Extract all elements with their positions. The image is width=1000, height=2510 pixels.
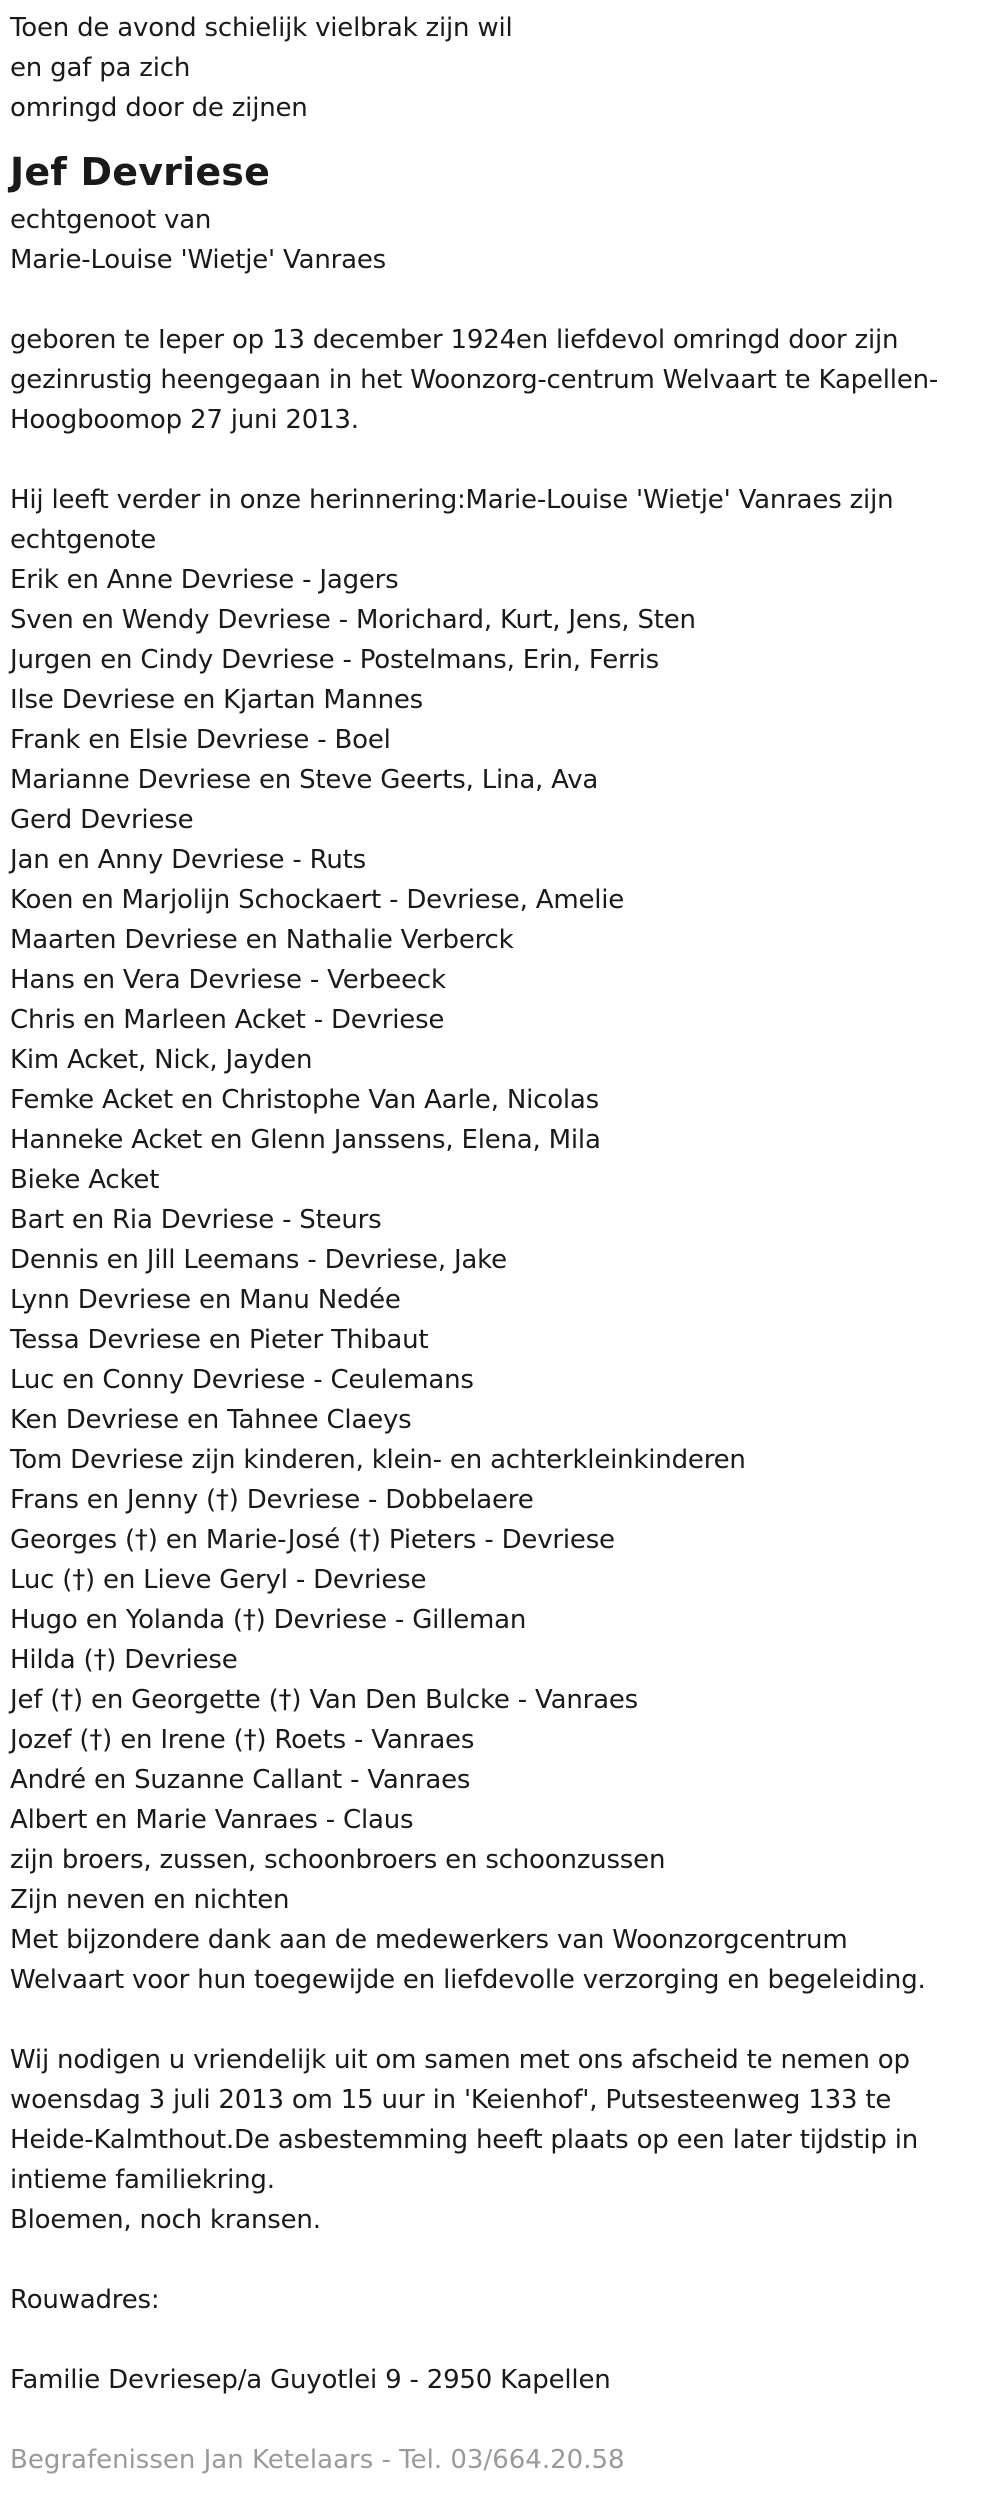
survivor-line: Tessa Devriese en Pieter Thibaut [10,1325,429,1355]
survivor-line: Jan en Anny Devriese - Ruts [10,845,366,875]
survivor-line: Bieke Acket [10,1165,160,1195]
survivor-line: Hij leeft verder in onze herinnering:Marie-Louise 'Wietje' Vanraes zijn [10,485,894,515]
survivor-line: Sven en Wendy Devriese - Morichard, Kurt, Jens, Sten [10,605,696,635]
survivor-line: Luc en Conny Devriese - Ceulemans [10,1365,474,1395]
intro-line: omringd door de zijnen [10,93,308,123]
survivor-line: Frans en Jenny (†) Devriese - Dobbelaere [10,1485,534,1515]
survivor-line: Chris en Marleen Acket - Devriese [10,1005,445,1035]
funeral-home-footer: Begrafenissen Jan Ketelaars - Tel. 03/664.20.58 [10,2445,625,2475]
survivor-line: Jurgen en Cindy Devriese - Postelmans, Erin, Ferris [10,645,659,675]
survivor-line: Frank en Elsie Devriese - Boel [10,725,391,755]
birth-death-line: gezinrustig heengegaan in het Woonzorg-centrum Welvaart te Kapellen- [10,365,939,395]
ceremony-line: woensdag 3 juli 2013 om 15 uur in 'Keienhof', Putsesteenweg 133 te [10,2085,892,2115]
survivor-line: Jozef (†) en Irene (†) Roets - Vanraes [10,1725,475,1755]
survivor-line: Welvaart voor hun toegewijde en liefdevolle verzorging en begeleiding. [10,1965,926,1995]
survivor-line: Kim Acket, Nick, Jayden [10,1045,313,1075]
survivor-line: Albert en Marie Vanraes - Claus [10,1805,414,1835]
survivor-line: Zijn neven en nichten [10,1885,290,1915]
survivor-line: Femke Acket en Christophe Van Aarle, Nicolas [10,1085,600,1115]
birth-death-line: Hoogboomop 27 juni 2013. [10,405,359,435]
survivor-line: Ken Devriese en Tahnee Claeys [10,1405,412,1435]
survivor-line: Gerd Devriese [10,805,194,835]
survivor-line: Luc (†) en Lieve Geryl - Devriese [10,1565,427,1595]
survivor-line: Hanneke Acket en Glenn Janssens, Elena, Mila [10,1125,601,1155]
survivor-line: Jef (†) en Georgette (†) Van Den Bulcke - Vanraes [10,1685,638,1715]
obituary-notice [10,8,995,2480]
deceased-name: Jef Devriese [10,150,271,194]
survivor-line: Hans en Vera Devriese - Verbeeck [10,965,446,995]
survivors-list [10,480,995,2000]
intro-line: en gaf pa zich [10,53,191,83]
ceremony-line: intieme familiekring. [10,2165,275,2195]
mourning-address [10,2280,995,2400]
birth-death-line: geboren te Ieper op 13 december 1924en liefdevol omringd door zijn [10,325,899,355]
ceremony-line: Wij nodigen u vriendelijk uit om samen met ons afscheid te nemen op [10,2045,910,2075]
survivor-line: Marianne Devriese en Steve Geerts, Lina, Ava [10,765,599,795]
intro-line: Toen de avond schielijk vielbrak zijn wil [10,13,513,43]
survivor-line: Koen en Marjolijn Schockaert - Devriese, Amelie [10,885,625,915]
survivor-line: Ilse Devriese en Kjartan Mannes [10,685,423,715]
survivor-line: Maarten Devriese en Nathalie Verberck [10,925,514,955]
spouse-name: Marie-Louise 'Wietje' Vanraes [10,245,386,275]
ceremony-line: Heide-Kalmthout.De asbestemming heeft plaats op een later tijdstip in [10,2125,919,2155]
birth-death-paragraph [10,320,995,440]
survivor-line: Erik en Anne Devriese - Jagers [10,565,399,595]
survivor-line: zijn broers, zussen, schoonbroers en schoonzussen [10,1845,666,1875]
survivor-line: Lynn Devriese en Manu Nedée [10,1285,401,1315]
survivor-line: Hugo en Yolanda (†) Devriese - Gilleman [10,1605,527,1635]
ceremony-paragraph [10,2040,995,2240]
survivor-line: Bart en Ria Devriese - Steurs [10,1205,382,1235]
address-label: Rouwadres: [10,2285,160,2315]
address-value: Familie Devriesep/a Guyotlei 9 - 2950 Kapellen [10,2365,611,2395]
ceremony-line: Bloemen, noch kransen. [10,2205,321,2235]
intro-verse [10,8,995,128]
survivor-line: Hilda (†) Devriese [10,1645,238,1675]
survivor-line: Dennis en Jill Leemans - Devriese, Jake [10,1245,507,1275]
deceased-block [10,144,995,280]
survivor-line: Tom Devriese zijn kinderen, klein- en achterkleinkinderen [10,1445,746,1475]
survivor-line: Met bijzondere dank aan de medewerkers van Woonzorgcentrum [10,1925,848,1955]
survivor-line: Georges (†) en Marie-José (†) Pieters - Devriese [10,1525,615,1555]
survivor-line: André en Suzanne Callant - Vanraes [10,1765,471,1795]
relation-text: echtgenoot van [10,205,212,235]
survivor-line: echtgenote [10,525,157,555]
